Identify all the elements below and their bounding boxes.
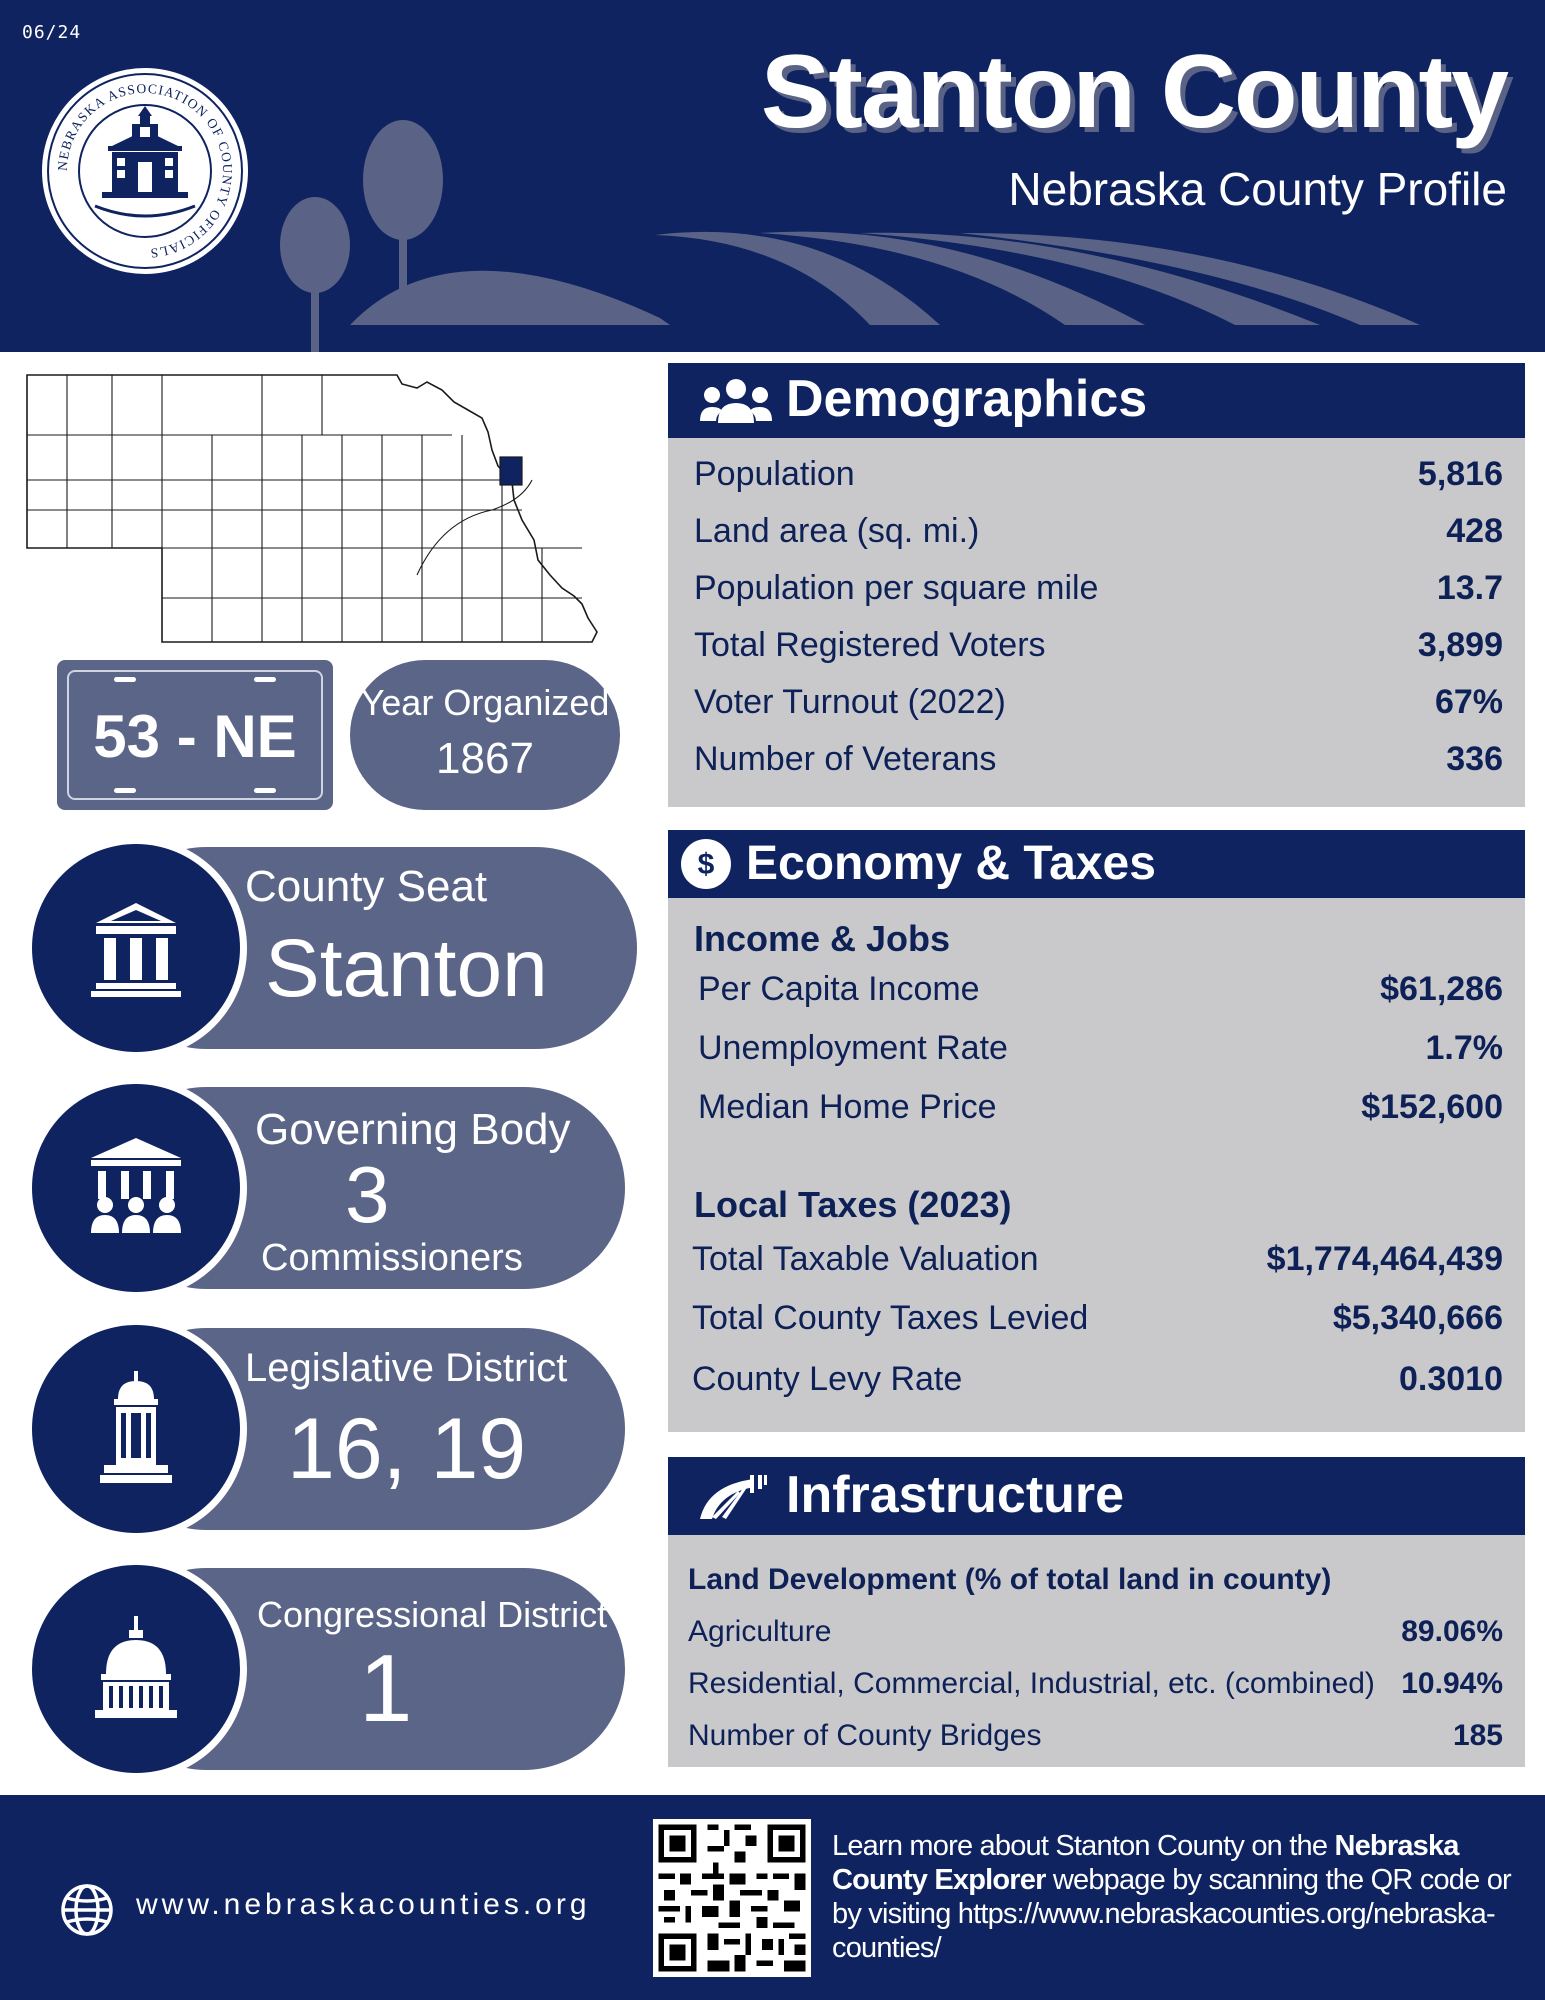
- list-item: Land area (sq. mi.) 428: [694, 512, 1503, 550]
- board-members-icon: [81, 1133, 191, 1243]
- congressional-district-label: Congressional District: [257, 1594, 608, 1635]
- state-capitol-icon: [96, 1369, 176, 1489]
- legislative-district-value: 16, 19: [287, 1401, 527, 1497]
- website-link[interactable]: www.nebraskacounties.org: [136, 1888, 591, 1921]
- income-jobs-heading: Income & Jobs: [694, 918, 951, 959]
- explorer-link[interactable]: Nebraska County Explorer: [832, 1830, 1459, 1896]
- association-seal-logo: [40, 66, 250, 276]
- demographics-panel: [668, 363, 1525, 807]
- plate-number: 53 - NE: [93, 703, 297, 770]
- learn-more-text: Learn more about Stanton County on the Nebraska County Explorer webpage by scanning the QR code or by visiting https://www.nebraskacounties.org/nebraska-counties/: [832, 1830, 1511, 1964]
- list-item: Unemployment Rate 1.7%: [698, 1029, 1503, 1067]
- us-capitol-icon: [91, 1614, 181, 1724]
- county-seat-label: County Seat: [245, 862, 488, 911]
- legislative-district-card: [25, 1318, 625, 1540]
- demographics-title: Demographics: [786, 370, 1148, 428]
- page-subtitle: Nebraska County Profile: [1008, 163, 1507, 215]
- list-item: Number of Veterans 336: [694, 740, 1503, 778]
- list-item: Total Registered Voters 3,899: [694, 626, 1503, 664]
- year-organized-value: 1867: [436, 734, 534, 783]
- commissioners-label: Commissioners: [261, 1237, 523, 1279]
- legislative-district-label: Legislative District: [245, 1346, 568, 1390]
- list-item: County Levy Rate 0.3010: [692, 1360, 1503, 1398]
- land-development-heading: Land Development (% of total land in county): [688, 1563, 1332, 1596]
- list-item: Residential, Commercial, Industrial, etc. (combined) 10.94%: [688, 1667, 1503, 1700]
- economy-title: Economy & Taxes: [746, 837, 1156, 890]
- county-seat-card: [25, 837, 637, 1059]
- infrastructure-title: Infrastructure: [786, 1466, 1125, 1524]
- globe-icon: [60, 1883, 114, 1937]
- infrastructure-panel: [668, 1457, 1525, 1767]
- governing-body-card: [25, 1077, 625, 1299]
- people-group-icon: [700, 377, 772, 425]
- bridge-icon: [698, 1473, 768, 1521]
- list-item: Total County Taxes Levied $5,340,666: [692, 1299, 1503, 1337]
- congressional-district-value: 1: [359, 1635, 413, 1742]
- list-item: Median Home Price $152,600: [698, 1088, 1503, 1126]
- svg-text:$: $: [697, 848, 715, 881]
- list-item: Agriculture 89.06%: [688, 1615, 1503, 1648]
- license-plate-badge: [57, 660, 333, 810]
- list-item: Per Capita Income $61,286: [698, 970, 1503, 1008]
- list-item: Population per square mile 13.7: [694, 569, 1503, 607]
- list-item: Population 5,816: [694, 455, 1503, 493]
- county-seat-value: Stanton: [265, 923, 548, 1014]
- courthouse-columns-icon: [91, 898, 181, 998]
- local-taxes-heading: Local Taxes (2023): [694, 1184, 1012, 1225]
- footer: [0, 1795, 1545, 2000]
- qr-code-icon[interactable]: [653, 1819, 811, 1977]
- congressional-district-card: [25, 1558, 625, 1780]
- commissioner-count: 3: [345, 1150, 390, 1239]
- year-organized-label: Year Organized: [360, 682, 610, 723]
- nebraska-county-map: [22, 370, 652, 648]
- economy-taxes-panel: [668, 830, 1525, 1432]
- svg-text:NEBRASKA ASSOCIATION OF COUNTY: NEBRASKA ASSOCIATION OF COUNTY OFFICIALS: [54, 80, 236, 261]
- list-item: Total Taxable Valuation $1,774,464,439: [692, 1240, 1503, 1278]
- governing-body-label: Governing Body: [255, 1105, 571, 1154]
- dollar-circle-icon: [680, 838, 732, 890]
- header-banner: [0, 0, 1545, 352]
- year-organized-badge: [350, 660, 620, 810]
- date-code: 06/24: [22, 22, 82, 43]
- list-item: Voter Turnout (2022) 67%: [694, 683, 1503, 721]
- list-item: Number of County Bridges 185: [688, 1719, 1503, 1752]
- page-title: Stanton County: [760, 34, 1507, 150]
